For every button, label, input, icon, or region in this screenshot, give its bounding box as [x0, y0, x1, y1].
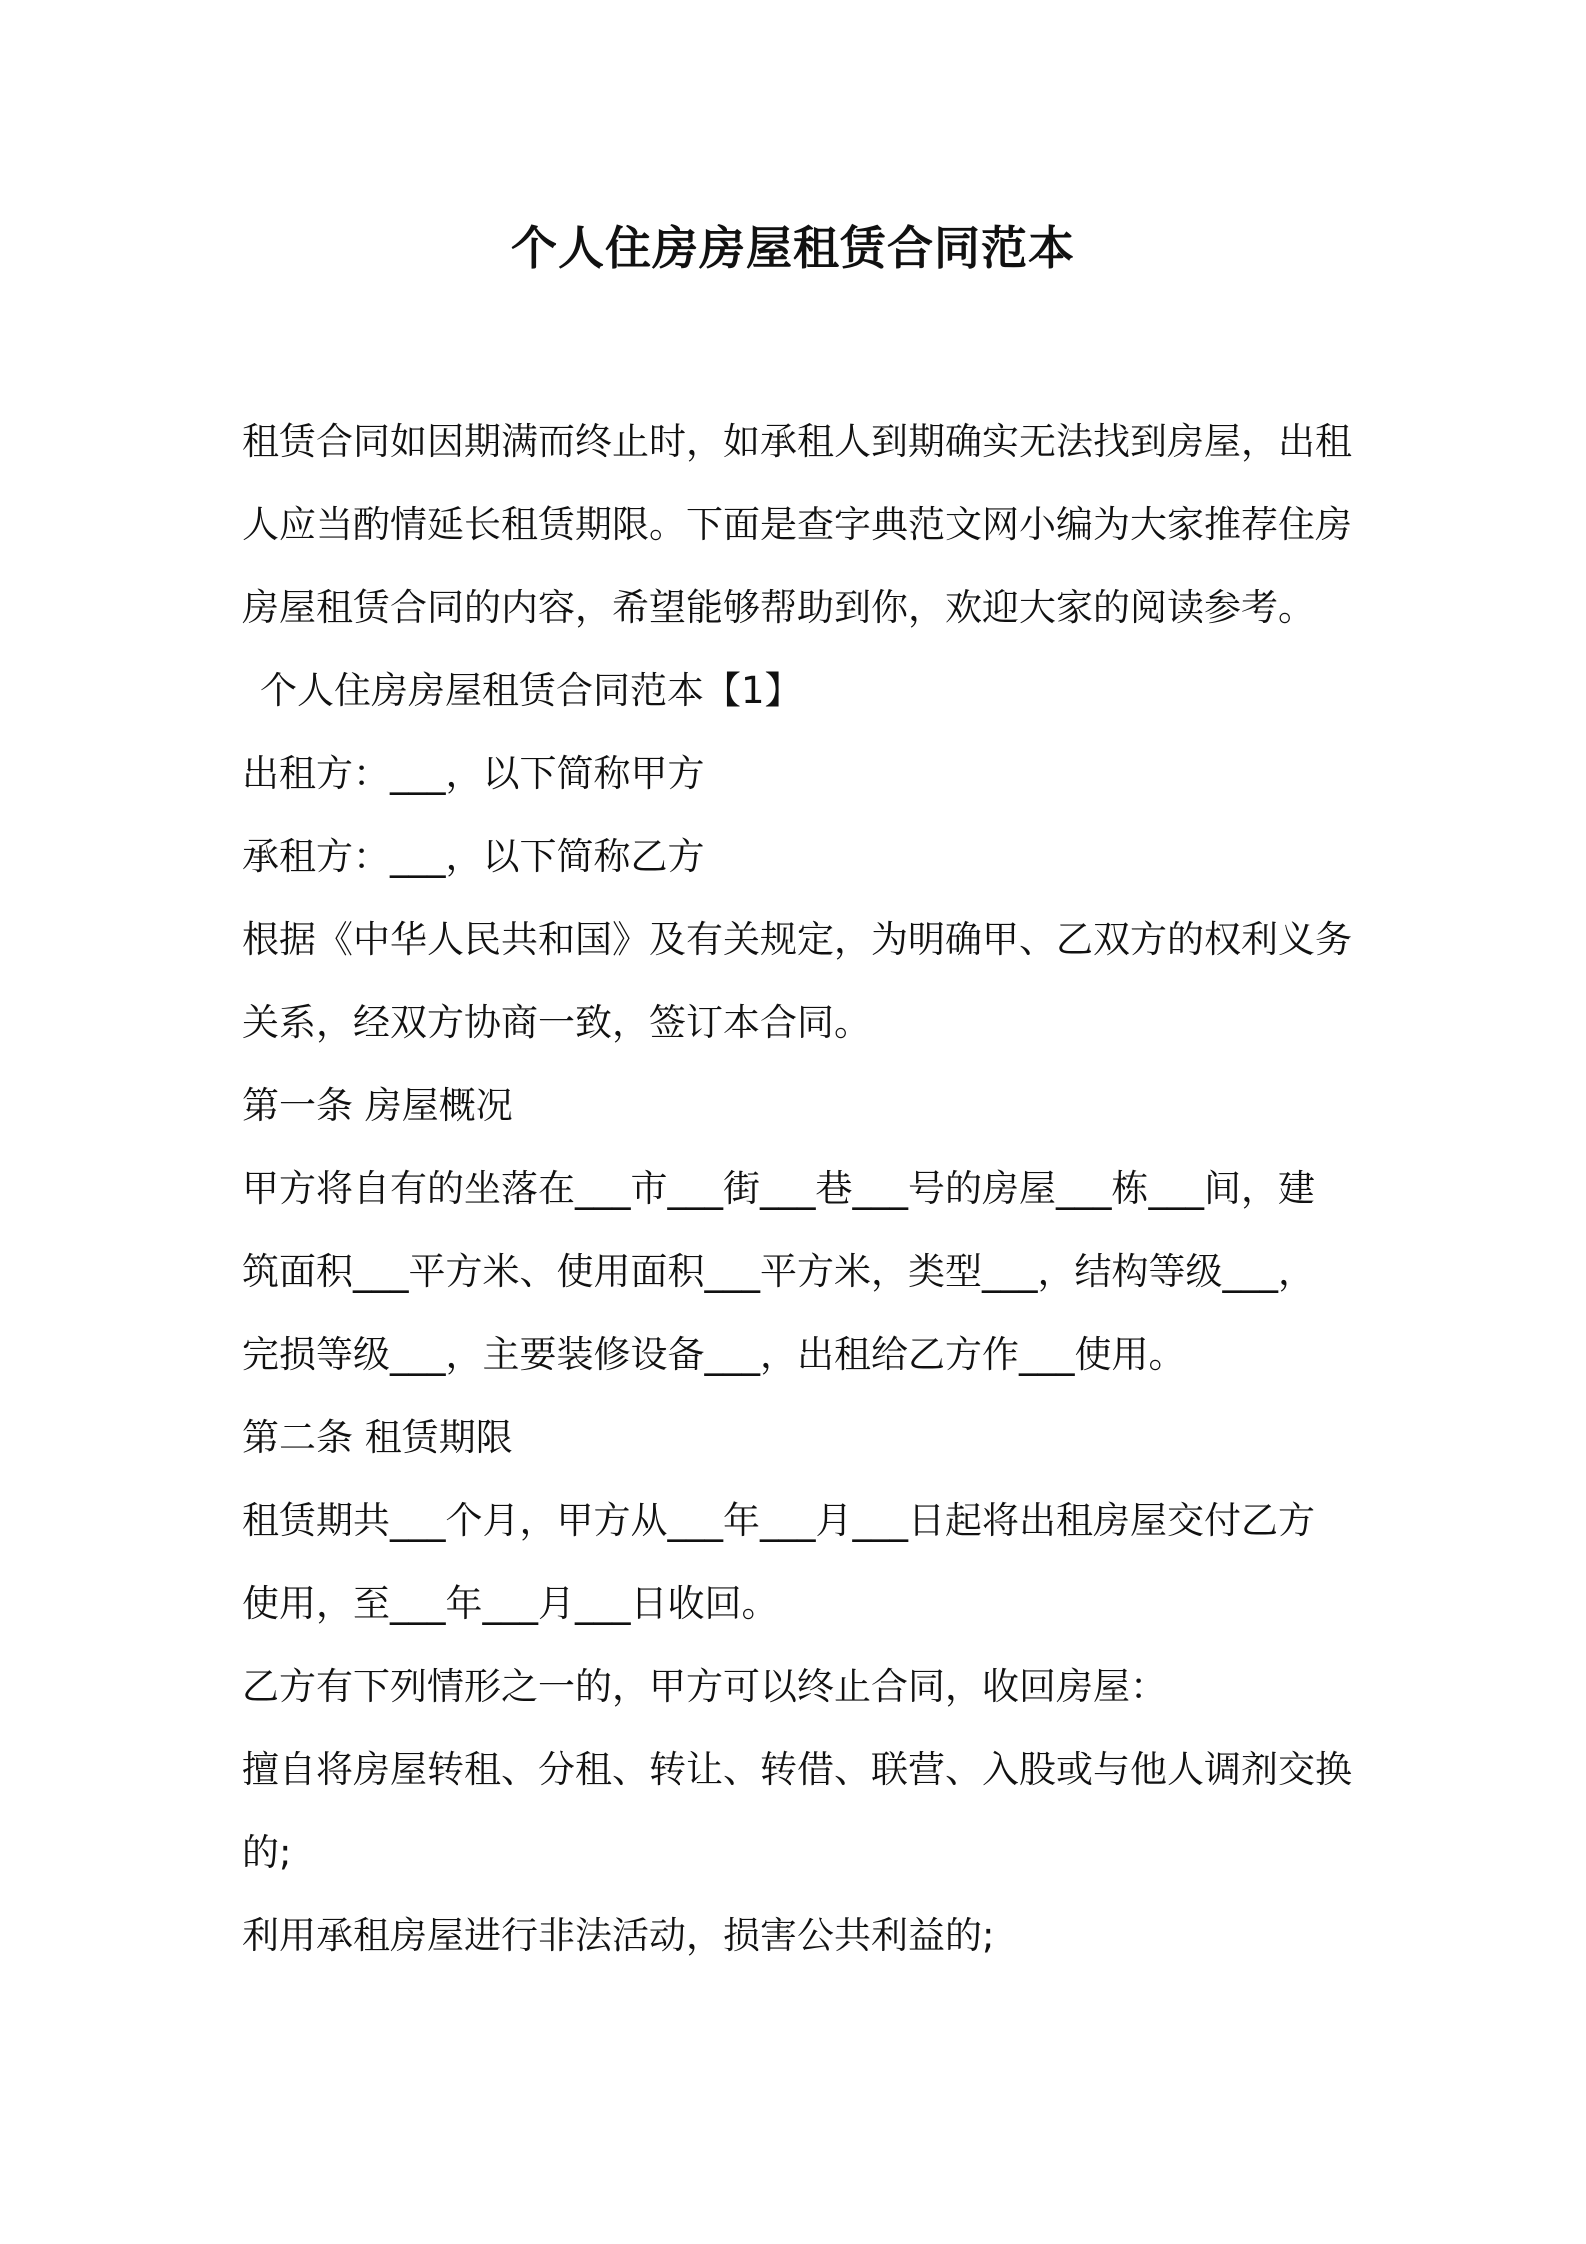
section-title: 个人住房房屋租赁合同范本【1】: [260, 669, 802, 712]
article-heading: 第一条 房屋概况: [242, 1084, 513, 1127]
paragraph-line: 筑面积___平方米、使用面积___平方米，类型___，结构等级___，: [242, 1250, 1315, 1293]
paragraph-line: 乙方有下列情形之一的，甲方可以终止合同，收回房屋：: [242, 1665, 1167, 1708]
paragraph-line: 利用承租房屋进行非法活动，损害公共利益的;: [242, 1914, 995, 1957]
paragraph-line: 的;: [242, 1831, 292, 1874]
paragraph-line: 使用，至___年___月___日收回。: [242, 1582, 779, 1625]
article-heading: 第二条 租赁期限: [242, 1416, 513, 1459]
paragraph-line: 人应当酌情延长租赁期限。下面是查字典范文网小编为大家推荐住房: [242, 503, 1352, 546]
lessor-line: 出租方：___，以下简称甲方: [242, 752, 705, 795]
paragraph-line: 根据《中华人民共和国》及有关规定，为明确甲、乙双方的权利义务: [242, 918, 1352, 961]
lessee-line: 承租方：___，以下简称乙方: [242, 835, 705, 878]
paragraph-line: 租赁期共___个月，甲方从___年___月___日起将出租房屋交付乙方: [242, 1499, 1315, 1542]
paragraph-line: 房屋租赁合同的内容，希望能够帮助到你，欢迎大家的阅读参考。: [242, 586, 1315, 629]
paragraph-line: 关系，经双方协商一致，签订本合同。: [242, 1001, 871, 1044]
paragraph-line: 擅自将房屋转租、分租、转让、转借、联营、入股或与他人调剂交换: [242, 1748, 1352, 1791]
document-body: [242, 400, 1352, 1977]
paragraph-line: 完损等级___，主要装修设备___，出租给乙方作___使用。: [242, 1333, 1186, 1376]
paragraph-line: 甲方将自有的坐落在___市___街___巷___号的房屋___栋___间，建: [242, 1167, 1315, 1210]
paragraph-line: 租赁合同如因期满而终止时，如承租人到期确实无法找到房屋，出租: [242, 420, 1352, 463]
document-title: 个人住房房屋租赁合同范本: [511, 221, 1075, 275]
